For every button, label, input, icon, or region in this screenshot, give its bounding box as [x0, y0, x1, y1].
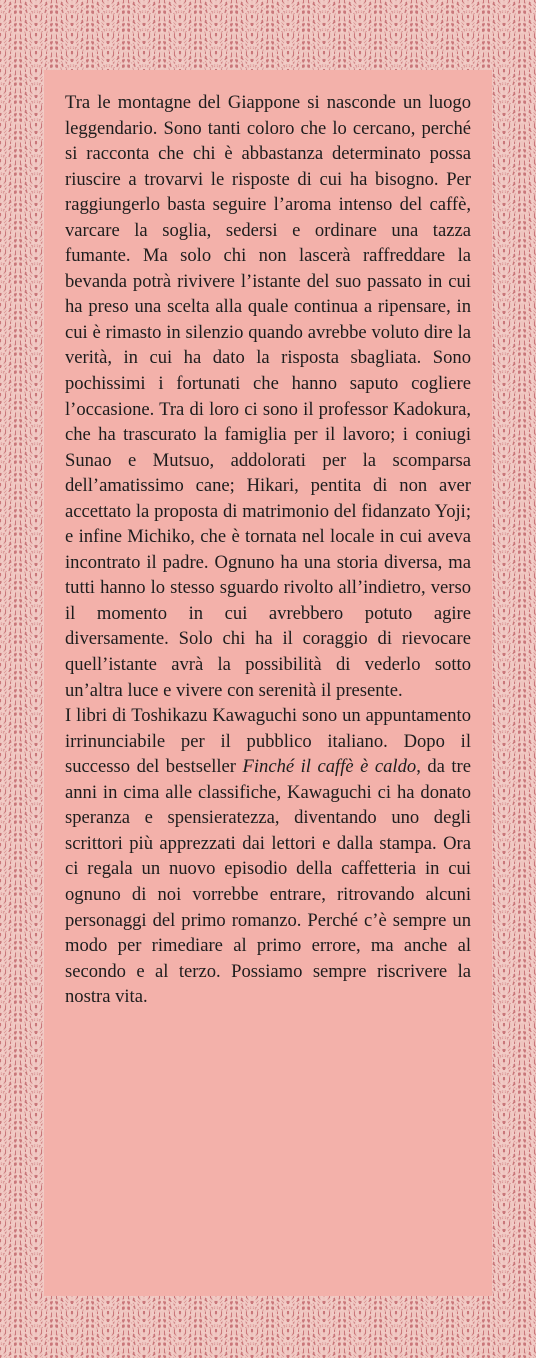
author-paragraph-ending: , da tre anni in cima alle classifiche, Kawaguchi ci ha donato speranza e spensieratezza, diventando uno degli scrittori più apprezzati dai lettori e dalla stampa. Ora ci regala un nuovo episodio della caffetteria in cui ognuno di noi vorrebbe entrare, ritrovando alcuni personaggi del primo romanzo. Perché c’è sempre un modo per rimediare al primo errore, ma anche al secondo e al terzo. Possiamo sempre riscrivere la nostra vita.: [65, 756, 472, 1008]
author-paragraph-intro: I libri di Toshikazu Kawaguchi sono un appuntamento irrinunciabile per il pubblico italiano. Dopo il successo del bestseller: [65, 705, 471, 778]
synopsis-paragraph: Tra le montagne del Giappone si nasconde un luogo leggendario. Sono tanti coloro che lo cercano, perché si racconta che chi è abbastanza determinato possa riuscire a trovarvi le risposte di cui ha bisogno. Per raggiungerlo basta seguire l’aroma intenso del caffè, varcare la soglia, sedersi e ordinare una tazza fumante. Ma solo chi non lascerà raffreddare la bevanda potrà rivivere l’istante del suo passato in cui ha preso una scelta alla quale continua a ripensare, in cui è rimasto in silenzio quando avrebbe voluto dire la verità, in cui ha dato la risposta sbagliata. Sono pochissimi i fortunati che hanno saputo cogliere l’occasione. Tra di loro ci sono il professor Kadokura, che ha trascurato la famiglia per il lavoro; i coniugi Sunao e Mutsuo, addolorati per la scomparsa dell’amatissimo cane; Hikari, pentita di non aver accettato la proposta di matrimonio del fidanzato Yoji; e infine Michiko, che è tornata nel locale in cui aveva incontrato il padre. Ognuno ha una storia diversa, ma tutti hanno lo stesso sguardo rivolto all’indietro, verso il momento in cui avrebbero potuto agire diversamente. Solo chi ha il coraggio di rievocare quell’istante avrà la possibilità di vederlo sotto un’altra luce e vivere con serenità il presente.: [65, 92, 471, 701]
book-title-italic: Finché il caffè è caldo: [242, 756, 417, 778]
book-cover-text-panel: [44, 70, 492, 1296]
author-paragraph: [65, 703, 471, 1010]
